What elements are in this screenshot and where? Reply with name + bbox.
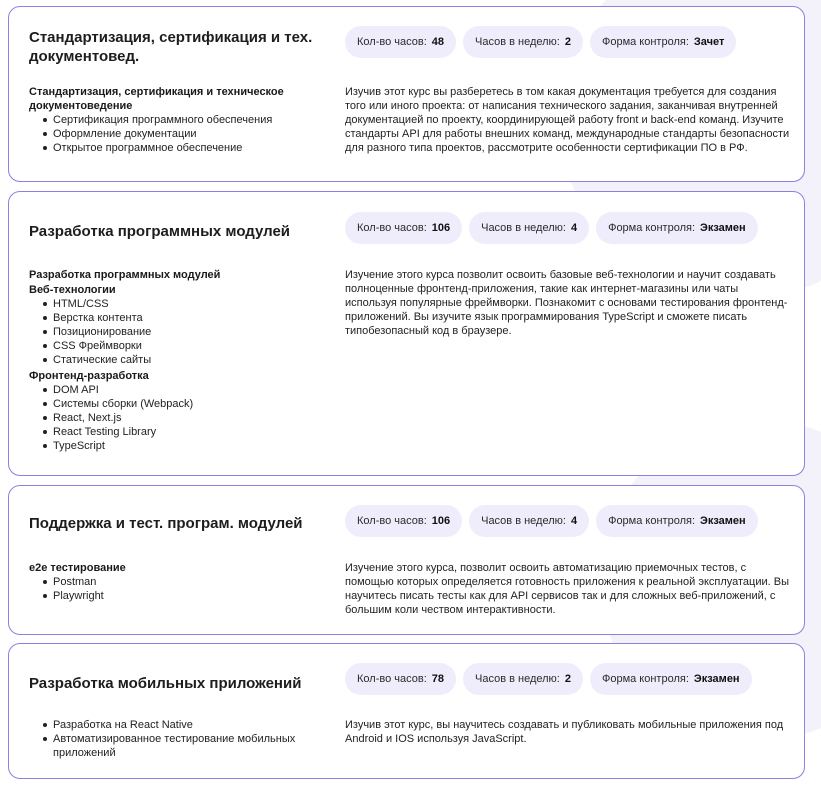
hours-badge: Кол-во часов: 78 bbox=[345, 663, 456, 695]
topic-item: Позиционирование bbox=[43, 325, 329, 339]
course-badges bbox=[345, 26, 736, 58]
course-badges bbox=[345, 663, 752, 695]
weekly-hours-badge: Часов в неделю: 2 bbox=[463, 26, 583, 58]
topic-item: HTML/CSS bbox=[43, 297, 329, 311]
topic-group-heading: Фронтенд-разработка bbox=[29, 370, 149, 382]
topic-item: React Testing Library bbox=[43, 425, 329, 439]
topic-item: Playwright bbox=[43, 589, 329, 603]
topic-group-heading: e2e тестирование bbox=[29, 562, 126, 574]
course-description: Изучив этот курс вы разберетесь в том какая документация требуется для создания того или иного проекта: от написания технического задания, заканчивая внутренней документацией по проекту, координирующей работу front и back-end команд. Изучите стандарты API для работы внешних команд, международные стандарты безопасности для разного типа проектов, рассмотрите особенности сертификации ПО в РФ. bbox=[345, 86, 790, 154]
topic-item: Статические сайты bbox=[43, 353, 329, 367]
course-description: Изучив этот курс, вы научитесь создавать и публиковать мобильные приложения под Android и IOS используя JavaScript. bbox=[345, 719, 784, 745]
topic-item: Оформление документации bbox=[43, 127, 329, 141]
course-topics bbox=[29, 85, 329, 155]
course-card-standardization bbox=[8, 6, 805, 182]
topic-item: Сертификация программного обеспечения bbox=[43, 113, 329, 127]
topic-list bbox=[29, 575, 329, 603]
course-badges bbox=[345, 505, 758, 537]
hours-badge: Кол-во часов: 106 bbox=[345, 212, 462, 244]
topic-item: Postman bbox=[43, 575, 329, 589]
topic-item: TypeScript bbox=[43, 439, 329, 453]
topic-item: Открытое программное обеспечение bbox=[43, 141, 329, 155]
topic-item: Автоматизированное тестирование мобильных приложений bbox=[43, 732, 329, 760]
topic-item: Разработка на React Native bbox=[43, 718, 329, 732]
course-topics bbox=[29, 561, 329, 603]
topic-item: React, Next.js bbox=[43, 411, 329, 425]
weekly-hours-badge: Часов в неделю: 4 bbox=[469, 505, 589, 537]
control-form-badge: Форма контроля: Экзамен bbox=[596, 212, 758, 244]
topic-group-heading: Веб-технологии bbox=[29, 284, 116, 296]
course-title: Разработка мобильных приложений bbox=[29, 675, 302, 692]
topic-item: Системы сборки (Webpack) bbox=[43, 397, 329, 411]
course-card-module-development bbox=[8, 191, 805, 476]
course-description: Изучение этого курса позволит освоить базовые веб-технологии и научит создавать полноценные фронтенд-приложения, такие как интернет-магазины или чаты используя популярные фреймворки. Познакомит с основами тестирования фронтенд-приложений. Вы изучите язык программирования TypeScript и сможете писать типобезопасный код в браузере. bbox=[345, 269, 788, 337]
topic-list bbox=[29, 297, 329, 367]
topic-item: DOM API bbox=[43, 383, 329, 397]
control-form-badge: Форма контроля: Экзамен bbox=[590, 663, 752, 695]
course-topics bbox=[29, 268, 329, 453]
topic-item: CSS Фреймворки bbox=[43, 339, 329, 353]
topic-item: Верстка контента bbox=[43, 311, 329, 325]
weekly-hours-badge: Часов в неделю: 4 bbox=[469, 212, 589, 244]
course-title: Разработка программных модулей bbox=[29, 223, 291, 240]
course-title: Стандартизация, сертификация и тех. документовед. bbox=[29, 29, 313, 65]
course-card-mobile bbox=[8, 643, 805, 779]
control-form-badge: Форма контроля: Экзамен bbox=[596, 505, 758, 537]
control-form-badge: Форма контроля: Зачет bbox=[590, 26, 736, 58]
topic-list bbox=[29, 718, 329, 760]
topic-group-heading: Стандартизация, сертификация и техническое документоведение bbox=[29, 86, 284, 112]
topic-list bbox=[29, 383, 329, 453]
weekly-hours-badge: Часов в неделю: 2 bbox=[463, 663, 583, 695]
course-description: Изучение этого курса, позволит освоить автоматизацию приемочных тестов, с помощью которых определяется готовность приложения к реальной эксплуатации. Вы научитесь писать тесты как для API сервисов так и для сложных веб-приложений, с большим коли чеством интерактивности. bbox=[345, 562, 789, 616]
course-badges bbox=[345, 212, 758, 244]
topic-list bbox=[29, 113, 329, 155]
hours-badge: Кол-во часов: 106 bbox=[345, 505, 462, 537]
course-card-testing bbox=[8, 485, 805, 635]
hours-badge: Кол-во часов: 48 bbox=[345, 26, 456, 58]
topic-group-heading: Разработка программных модулей bbox=[29, 269, 221, 281]
course-title: Поддержка и тест. програм. модулей bbox=[29, 515, 303, 532]
course-topics bbox=[29, 718, 329, 760]
